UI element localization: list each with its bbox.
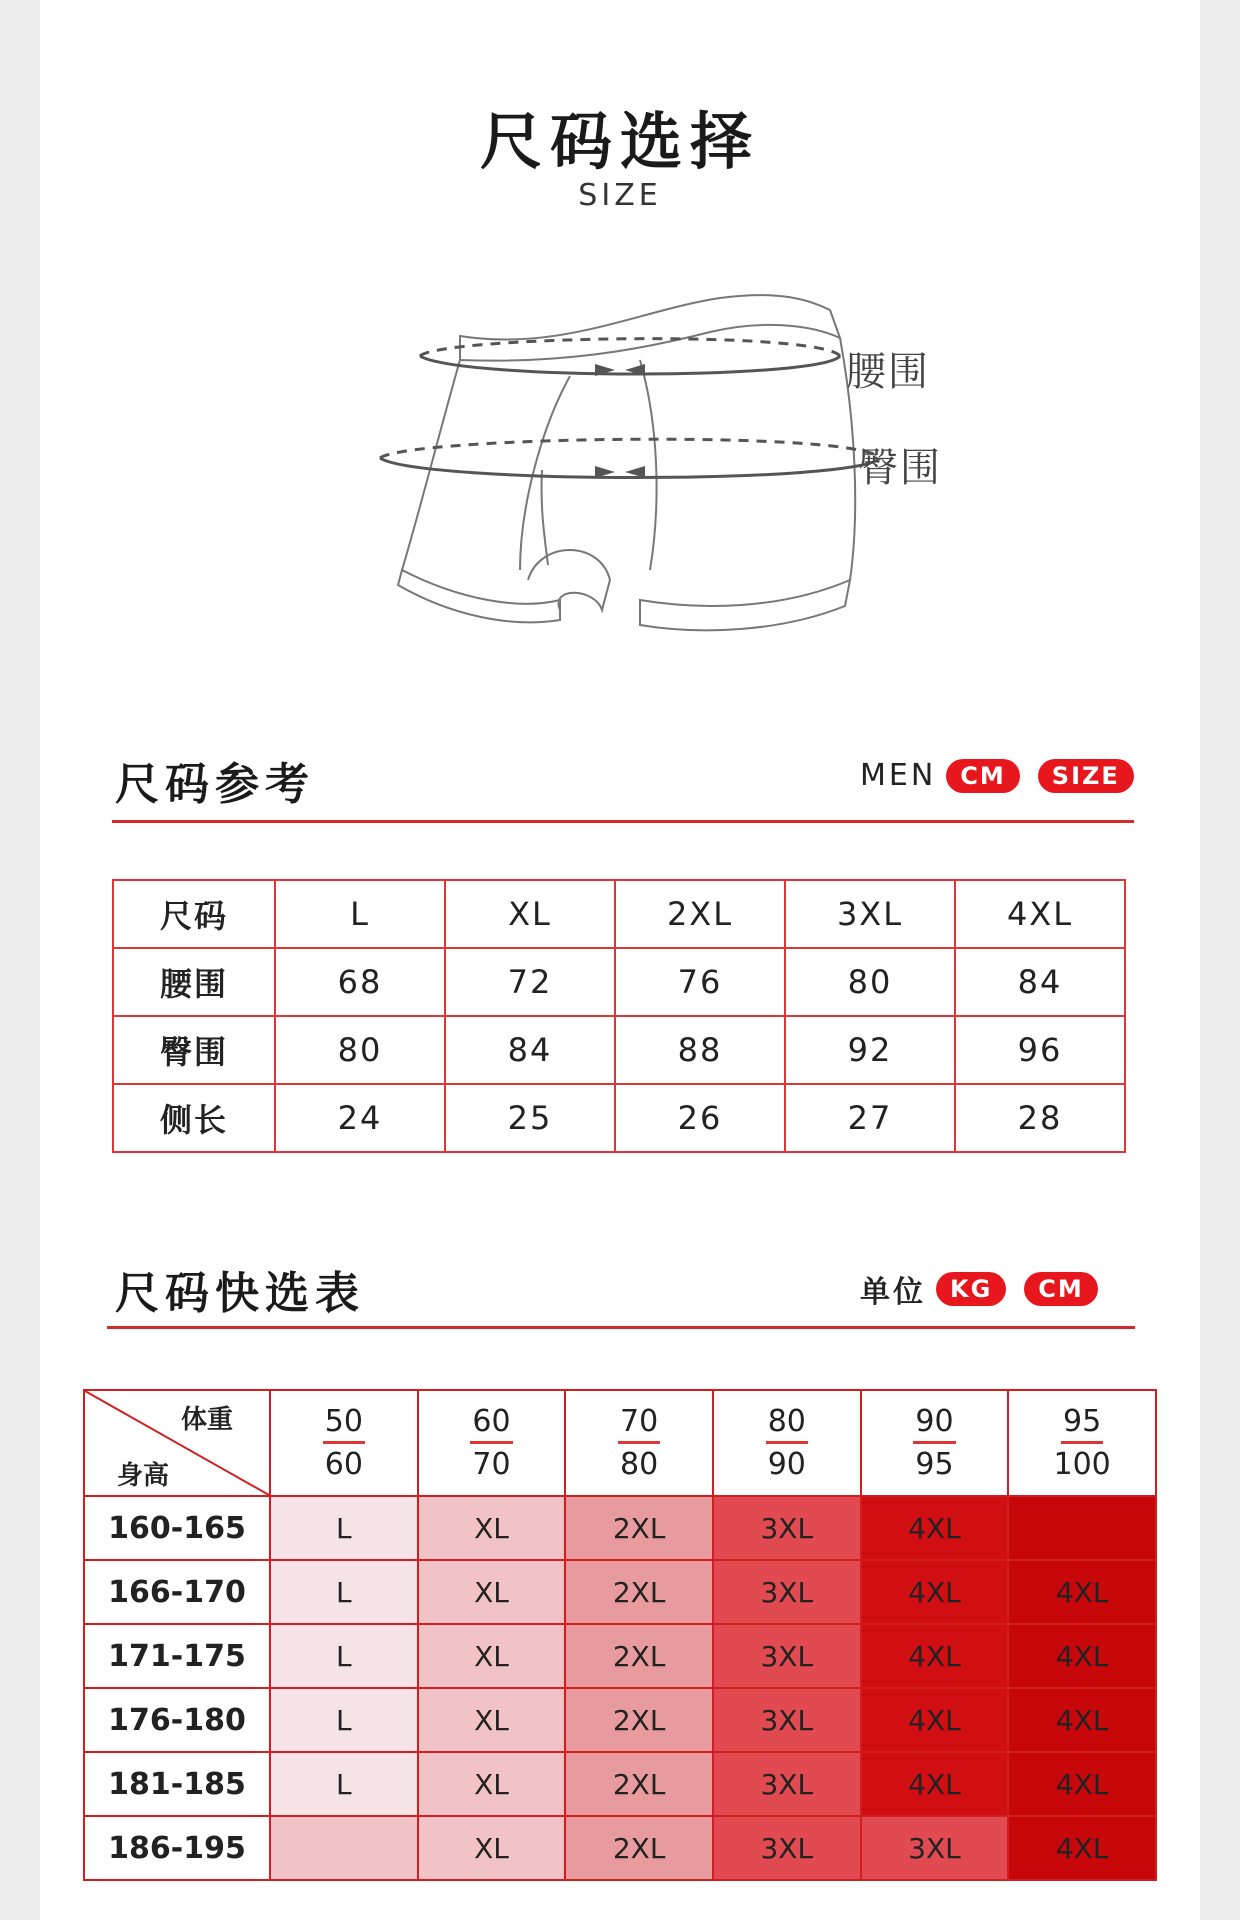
- size-cell: 4XL: [861, 1624, 1009, 1688]
- table-cell: 24: [275, 1084, 445, 1152]
- weight-max: 100: [1053, 1446, 1111, 1482]
- weight-min: 70: [618, 1403, 660, 1444]
- size-cell: 4XL: [1008, 1752, 1156, 1816]
- size-cell: L: [270, 1624, 418, 1688]
- section-divider: [112, 820, 1134, 823]
- size-reference-unit: [860, 758, 1134, 793]
- table-cell: 76: [615, 948, 785, 1016]
- size-cell: 2XL: [565, 1752, 713, 1816]
- size-cell: 4XL: [1008, 1688, 1156, 1752]
- quick-select-table: [83, 1389, 1157, 1881]
- weight-header-cell: [418, 1390, 566, 1496]
- size-cell: XL: [418, 1816, 566, 1880]
- page-title: 尺码选择: [479, 105, 760, 178]
- height-range: 186-195: [84, 1816, 270, 1880]
- height-range: 171-175: [84, 1624, 270, 1688]
- size-cell: [270, 1816, 418, 1880]
- unit-badge-cm: CM: [946, 759, 1020, 793]
- weight-min: 90: [913, 1403, 955, 1444]
- table-cell: 80: [275, 1016, 445, 1084]
- weight-header-cell: [713, 1390, 861, 1496]
- size-cell: 2XL: [565, 1624, 713, 1688]
- size-cell: 4XL: [861, 1560, 1009, 1624]
- size-cell: 4XL: [1008, 1560, 1156, 1624]
- table-row: [113, 1084, 1125, 1152]
- table-cell: 88: [615, 1016, 785, 1084]
- height-range: 181-185: [84, 1752, 270, 1816]
- size-cell: XL: [418, 1560, 566, 1624]
- table-cell: 25: [445, 1084, 615, 1152]
- weight-header-cell: [565, 1390, 713, 1496]
- size-cell: 3XL: [713, 1624, 861, 1688]
- size-cell: XL: [418, 1624, 566, 1688]
- size-cell: 4XL: [861, 1496, 1009, 1560]
- table-row: [84, 1560, 1156, 1624]
- size-cell: 2XL: [565, 1496, 713, 1560]
- table-header-cell: L: [275, 880, 445, 948]
- weight-min: 80: [766, 1403, 808, 1444]
- table-row: [84, 1688, 1156, 1752]
- weight-min: 95: [1061, 1403, 1103, 1444]
- size-cell: 3XL: [713, 1752, 861, 1816]
- quick-select-unit: [860, 1267, 1098, 1311]
- table-header-row: [84, 1390, 1156, 1496]
- table-cell: 84: [955, 948, 1125, 1016]
- table-row: [113, 1016, 1125, 1084]
- size-cell: 2XL: [565, 1560, 713, 1624]
- hip-label: 臀围: [858, 445, 942, 491]
- weight-max: 80: [620, 1446, 659, 1482]
- table-cell: 96: [955, 1016, 1125, 1084]
- size-cell: 4XL: [861, 1688, 1009, 1752]
- corner-cell: [84, 1390, 270, 1496]
- size-cell: L: [270, 1752, 418, 1816]
- size-cell: 4XL: [861, 1752, 1009, 1816]
- table-cell: 84: [445, 1016, 615, 1084]
- height-range: 160-165: [84, 1496, 270, 1560]
- table-row: [84, 1496, 1156, 1560]
- table-header-cell: 2XL: [615, 880, 785, 948]
- page: [40, 0, 1200, 1920]
- weight-max: 90: [767, 1446, 806, 1482]
- size-cell: 3XL: [713, 1496, 861, 1560]
- weight-header-cell: [270, 1390, 418, 1496]
- unit-prefix: 单位: [860, 1275, 926, 1310]
- size-reference-table: [112, 879, 1126, 1153]
- table-cell: 92: [785, 1016, 955, 1084]
- quick-select-title: 尺码快选表: [115, 1268, 365, 1319]
- size-cell: L: [270, 1496, 418, 1560]
- table-cell: 68: [275, 948, 445, 1016]
- table-header-cell: 尺码: [113, 880, 275, 948]
- corner-diagonal: [85, 1391, 269, 1495]
- unit-badge-cm: CM: [1024, 1272, 1098, 1306]
- unit-prefix: MEN: [860, 758, 937, 793]
- size-cell: [1008, 1496, 1156, 1560]
- table-header-cell: XL: [445, 880, 615, 948]
- corner-height-label: 身高: [117, 1461, 170, 1491]
- table-header-cell: 3XL: [785, 880, 955, 948]
- height-range: 176-180: [84, 1688, 270, 1752]
- size-cell: 2XL: [565, 1688, 713, 1752]
- unit-badge-kg: KG: [936, 1272, 1006, 1306]
- table-row: [84, 1624, 1156, 1688]
- unit-badge-size: SIZE: [1038, 759, 1134, 793]
- size-cell: XL: [418, 1752, 566, 1816]
- corner-weight-label: 体重: [181, 1405, 234, 1435]
- size-cell: XL: [418, 1496, 566, 1560]
- size-cell: 2XL: [565, 1816, 713, 1880]
- size-cell: 3XL: [713, 1688, 861, 1752]
- table-row: [113, 948, 1125, 1016]
- page-subtitle: SIZE: [578, 178, 662, 213]
- size-reference-title: 尺码参考: [115, 759, 315, 810]
- table-cell: 72: [445, 948, 615, 1016]
- underwear-diagram: [340, 280, 900, 660]
- weight-header-cell: [1008, 1390, 1156, 1496]
- size-cell: 3XL: [713, 1816, 861, 1880]
- weight-min: 60: [470, 1403, 512, 1444]
- row-label: 侧长: [113, 1084, 275, 1152]
- row-label: 臀围: [113, 1016, 275, 1084]
- table-header-cell: 4XL: [955, 880, 1125, 948]
- weight-max: 70: [472, 1446, 511, 1482]
- table-row: [84, 1816, 1156, 1880]
- table-row: [84, 1752, 1156, 1816]
- size-cell: 3XL: [861, 1816, 1009, 1880]
- weight-min: 50: [323, 1403, 365, 1444]
- table-cell: 26: [615, 1084, 785, 1152]
- size-cell: 4XL: [1008, 1624, 1156, 1688]
- table-header-row: [113, 880, 1125, 948]
- section-divider: [107, 1326, 1135, 1329]
- size-cell: XL: [418, 1688, 566, 1752]
- weight-max: 60: [324, 1446, 363, 1482]
- size-cell: L: [270, 1560, 418, 1624]
- table-cell: 28: [955, 1084, 1125, 1152]
- table-cell: 27: [785, 1084, 955, 1152]
- weight-max: 95: [915, 1446, 954, 1482]
- size-cell: 4XL: [1008, 1816, 1156, 1880]
- size-cell: 3XL: [713, 1560, 861, 1624]
- height-range: 166-170: [84, 1560, 270, 1624]
- table-cell: 80: [785, 948, 955, 1016]
- row-label: 腰围: [113, 948, 275, 1016]
- waist-label: 腰围: [846, 349, 930, 395]
- size-cell: L: [270, 1688, 418, 1752]
- weight-header-cell: [861, 1390, 1009, 1496]
